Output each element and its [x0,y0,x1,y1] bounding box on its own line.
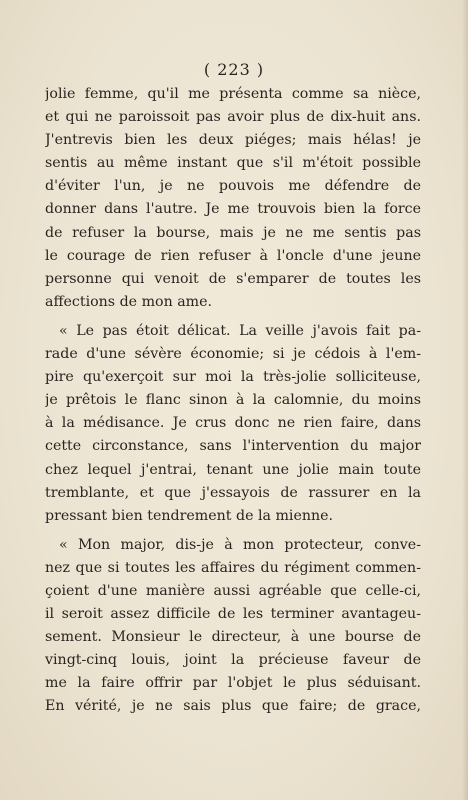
text-line: personne qui venoit de s'emparer de toutes les [45,270,421,287]
text-line: rade d'une sévère économie; si je cédois à l'em- [45,346,421,363]
text-line: tremblante, et que j'essayois de rassurer en la [45,484,421,501]
text-line: cette circonstance, sans l'intervention du major [45,438,421,455]
text-line: pressant bien tendrement de la mienne. [45,507,334,524]
text-line: je prêtois le flanc sinon à la calomnie, du moins [45,392,421,409]
text-line: de refuser la bourse, mais je ne me sentis pas [45,224,421,241]
text-line: à la médisance. Je crus donc ne rien faire, dans [45,415,421,432]
text-line: sentis au même instant que s'il m'étoit possible [45,155,421,172]
text-line: me la faire offrir par l'objet le plus séduisant. [45,675,421,692]
text-line: vingt-cinq louis, joint la précieuse faveur de [45,652,421,669]
text-line: d'éviter l'un, je ne pouvois me défendre de [45,178,421,195]
text-line: et qui ne paroissoit pas avoir plus de dix-huit ans. [45,109,421,126]
text-line: çoient d'une manière aussi agréable que celle-ci, [45,582,421,599]
paragraph [45,83,421,314]
text-line: J'entrevis bien les deux piéges; mais hélas! je [45,132,421,149]
text-line: affections de mon ame. [45,293,213,310]
text-line: pire qu'exerçoit sur moi la très-jolie solliciteuse, [45,369,421,386]
text-line: il seroit assez difficile de les terminer avantageu- [45,606,421,623]
text-line: donner dans l'autre. Je me trouvois bien la force [45,201,421,218]
paragraph [45,534,421,719]
text-line: le courage de rien refuser à l'oncle d'une jeune [45,247,421,264]
text-line: « Le pas étoit délicat. La veille j'avois fait pa- [59,322,421,339]
text-line: jolie femme, qu'il me présenta comme sa nièce, [45,86,421,102]
text-line: En vérité, je ne sais plus que faire; de grace, [45,698,421,715]
text-line: sement. Monsieur le directeur, à une bourse de [45,629,421,646]
text-line: « Mon major, dis-je à mon protecteur, conve- [59,536,421,553]
body-text [45,83,421,719]
page-number: ( 223 ) [203,60,265,79]
text-line: chez lequel j'entrai, tenant une jolie main toute [45,461,421,478]
text-line: nez que si toutes les affaires du régiment commen- [45,559,421,576]
paragraph [45,320,421,528]
